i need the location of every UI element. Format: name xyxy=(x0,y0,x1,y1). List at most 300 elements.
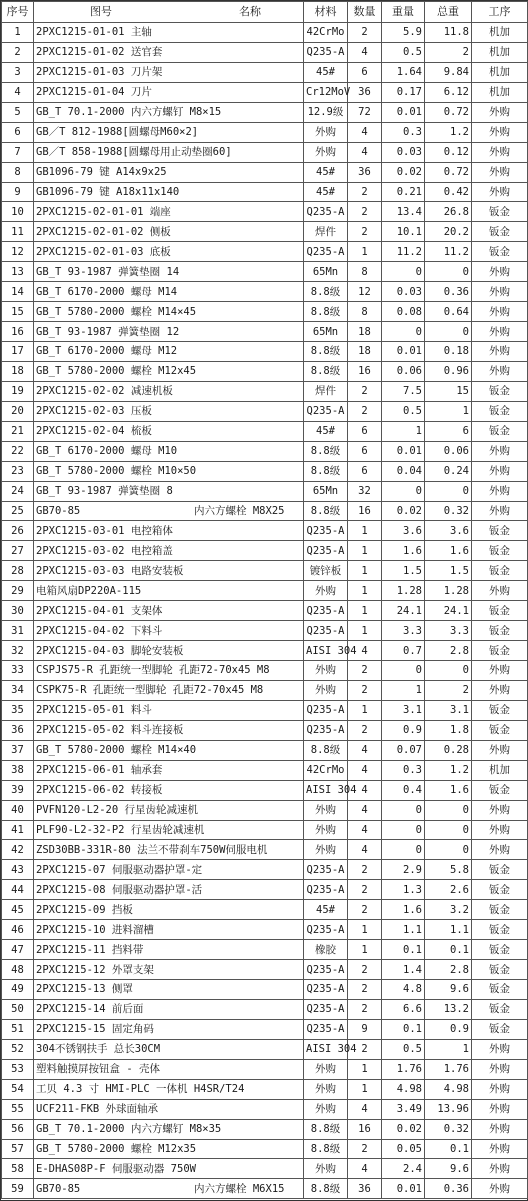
cell-qty: 2 xyxy=(348,23,382,43)
cell-description: 2PXC1215-09 挡板 xyxy=(34,900,304,920)
cell-weight: 0.3 xyxy=(382,122,425,142)
table-row xyxy=(2,481,528,501)
cell-description: 2PXC1215-04-03 脚轮安装板 xyxy=(34,641,304,661)
table-row xyxy=(2,820,528,840)
cell-no: 25 xyxy=(2,501,34,521)
cell-qty: 1 xyxy=(348,1079,382,1099)
cell-material: Q235-A xyxy=(304,401,348,421)
cell-qty: 4 xyxy=(348,740,382,760)
cell-no: 57 xyxy=(2,1139,34,1159)
cell-material: 8.8级 xyxy=(304,302,348,322)
cell-no: 12 xyxy=(2,242,34,262)
table-row xyxy=(2,501,528,521)
cell-no: 15 xyxy=(2,302,34,322)
table-row xyxy=(2,23,528,43)
table-row xyxy=(2,1079,528,1099)
cell-process: 外购 xyxy=(472,1079,528,1099)
cell-total: 2.8 xyxy=(425,641,472,661)
cell-material: Q235-A xyxy=(304,202,348,222)
table-row xyxy=(2,621,528,641)
cell-weight: 0.5 xyxy=(382,401,425,421)
cell-process: 外购 xyxy=(472,661,528,681)
cell-process: 机加 xyxy=(472,82,528,102)
cell-material: 8.8级 xyxy=(304,461,348,481)
cell-process: 外购 xyxy=(472,342,528,362)
cell-total: 1.5 xyxy=(425,561,472,581)
table-row xyxy=(2,461,528,481)
cell-process: 钣金 xyxy=(472,421,528,441)
cell-description: 2PXC1215-06-01 轴承套 xyxy=(34,760,304,780)
cell-qty: 1 xyxy=(348,521,382,541)
cell-no: 20 xyxy=(2,401,34,421)
cell-material: 65Mn xyxy=(304,262,348,282)
cell-process: 外购 xyxy=(472,501,528,521)
table-row xyxy=(2,242,528,262)
cell-weight: 0.07 xyxy=(382,740,425,760)
cell-no: 40 xyxy=(2,800,34,820)
cell-no: 48 xyxy=(2,960,34,980)
cell-weight: 3.1 xyxy=(382,700,425,720)
cell-process: 机加 xyxy=(472,760,528,780)
cell-total: 1.8 xyxy=(425,720,472,740)
cell-description: GB_T 5780-2000 螺栓 M10×50 xyxy=(34,461,304,481)
cell-total: 24.1 xyxy=(425,601,472,621)
cell-weight: 0.01 xyxy=(382,1179,425,1199)
cell-process: 外购 xyxy=(472,361,528,381)
cell-description: GB_T 93-1987 弹簧垫圈 12 xyxy=(34,322,304,342)
cell-process: 外购 xyxy=(472,1059,528,1079)
cell-total: 0.18 xyxy=(425,342,472,362)
cell-weight: 0 xyxy=(382,661,425,681)
cell-description: 2PXC1215-01-03 刀片架 xyxy=(34,62,304,82)
cell-qty: 4 xyxy=(348,760,382,780)
cell-total: 0.12 xyxy=(425,142,472,162)
cell-qty: 4 xyxy=(348,42,382,62)
table-row xyxy=(2,282,528,302)
cell-material: 12.9级 xyxy=(304,102,348,122)
cell-no: 26 xyxy=(2,521,34,541)
table-row xyxy=(2,561,528,581)
cell-description: 2PXC1215-07 伺服驱动器护罩-定 xyxy=(34,860,304,880)
header-code: 图号 xyxy=(90,5,112,18)
cell-total: 3.3 xyxy=(425,621,472,641)
cell-material: AISI 304 xyxy=(304,1039,348,1059)
cell-total: 4.98 xyxy=(425,1079,472,1099)
cell-weight: 0.04 xyxy=(382,461,425,481)
table-row xyxy=(2,342,528,362)
cell-total: 0.32 xyxy=(425,501,472,521)
cell-description: E-DHAS08P-F 伺服驱动器 750W xyxy=(34,1159,304,1179)
cell-material: 橡胶 xyxy=(304,940,348,960)
cell-total: 0.96 xyxy=(425,361,472,381)
table-row xyxy=(2,980,528,1000)
cell-no: 45 xyxy=(2,900,34,920)
cell-description: 2PXC1215-10 进料溜槽 xyxy=(34,920,304,940)
cell-total: 0 xyxy=(425,262,472,282)
cell-total: 0.1 xyxy=(425,940,472,960)
cell-total: 0.1 xyxy=(425,1139,472,1159)
cell-no: 51 xyxy=(2,1019,34,1039)
cell-qty: 18 xyxy=(348,322,382,342)
table-row xyxy=(2,222,528,242)
cell-no: 18 xyxy=(2,361,34,381)
cell-no: 13 xyxy=(2,262,34,282)
cell-process: 外购 xyxy=(472,162,528,182)
cell-material: 45# xyxy=(304,182,348,202)
cell-weight: 0.03 xyxy=(382,282,425,302)
cell-material: Q235-A xyxy=(304,980,348,1000)
cell-process: 外购 xyxy=(472,581,528,601)
cell-no: 4 xyxy=(2,82,34,102)
cell-total: 0.72 xyxy=(425,102,472,122)
cell-material: 8.8级 xyxy=(304,361,348,381)
cell-weight: 0.3 xyxy=(382,760,425,780)
cell-process: 外购 xyxy=(472,282,528,302)
header-material: 材料 xyxy=(304,2,348,23)
cell-weight: 4.98 xyxy=(382,1079,425,1099)
table-row xyxy=(2,1019,528,1039)
cell-material: 外购 xyxy=(304,840,348,860)
cell-no: 8 xyxy=(2,162,34,182)
table-row xyxy=(2,740,528,760)
cell-material: Q235-A xyxy=(304,621,348,641)
cell-description: 2PXC1215-02-04 梳板 xyxy=(34,421,304,441)
cell-qty: 2 xyxy=(348,222,382,242)
table-row xyxy=(2,541,528,561)
cell-description: 2PXC1215-02-03 压板 xyxy=(34,401,304,421)
table-row xyxy=(2,42,528,62)
cell-no: 30 xyxy=(2,601,34,621)
header-qty: 数量 xyxy=(348,2,382,23)
cell-material: Q235-A xyxy=(304,42,348,62)
cell-material: 45# xyxy=(304,162,348,182)
cell-material: Q235-A xyxy=(304,521,348,541)
cell-qty: 36 xyxy=(348,1179,382,1199)
cell-no: 44 xyxy=(2,880,34,900)
cell-total: 1.2 xyxy=(425,760,472,780)
table-row xyxy=(2,720,528,740)
cell-description: GB_T 5780-2000 螺栓 M12x35 xyxy=(34,1139,304,1159)
table-row xyxy=(2,661,528,681)
cell-description: 2PXC1215-11 挡料带 xyxy=(34,940,304,960)
cell-total: 11.2 xyxy=(425,242,472,262)
cell-material: Q235-A xyxy=(304,1019,348,1039)
cell-weight: 24.1 xyxy=(382,601,425,621)
cell-process: 钣金 xyxy=(472,860,528,880)
cell-weight: 0 xyxy=(382,800,425,820)
cell-total: 0.9 xyxy=(425,1019,472,1039)
cell-process: 外购 xyxy=(472,322,528,342)
cell-material: 外购 xyxy=(304,1159,348,1179)
cell-no: 7 xyxy=(2,142,34,162)
cell-total: 1.1 xyxy=(425,920,472,940)
table-row xyxy=(2,1099,528,1119)
cell-process: 外购 xyxy=(472,840,528,860)
cell-process: 外购 xyxy=(472,800,528,820)
cell-total: 5.8 xyxy=(425,860,472,880)
cell-description: CSPK75-R 孔距统一型脚轮 孔距72-70x45 M8 xyxy=(34,680,304,700)
cell-process: 机加 xyxy=(472,23,528,43)
cell-no: 10 xyxy=(2,202,34,222)
cell-qty: 1 xyxy=(348,541,382,561)
cell-weight: 0 xyxy=(382,322,425,342)
cell-material: 外购 xyxy=(304,1059,348,1079)
cell-no: 9 xyxy=(2,182,34,202)
table-row xyxy=(2,262,528,282)
cell-weight: 1.64 xyxy=(382,62,425,82)
cell-description: GB_T 5780-2000 螺栓 M12x45 xyxy=(34,361,304,381)
cell-weight: 1.1 xyxy=(382,920,425,940)
cell-qty: 4 xyxy=(348,142,382,162)
cell-description: PLF90-L2-32-P2 行星齿轮减速机 xyxy=(34,820,304,840)
cell-qty: 2 xyxy=(348,960,382,980)
cell-material: 镀锌板 xyxy=(304,561,348,581)
cell-no: 32 xyxy=(2,641,34,661)
cell-weight: 0 xyxy=(382,262,425,282)
cell-description: 2PXC1215-03-01 电控箱体 xyxy=(34,521,304,541)
cell-description: 2PXC1215-12 外罩支架 xyxy=(34,960,304,980)
cell-no: 31 xyxy=(2,621,34,641)
cell-qty: 2 xyxy=(348,661,382,681)
cell-no: 23 xyxy=(2,461,34,481)
cell-no: 38 xyxy=(2,760,34,780)
table-row xyxy=(2,641,528,661)
cell-qty: 8 xyxy=(348,262,382,282)
cell-process: 外购 xyxy=(472,1179,528,1199)
cell-weight: 0.02 xyxy=(382,1119,425,1139)
cell-total: 9.84 xyxy=(425,62,472,82)
cell-qty: 4 xyxy=(348,820,382,840)
header-process: 工序 xyxy=(472,2,528,23)
cell-no: 29 xyxy=(2,581,34,601)
cell-total: 0.24 xyxy=(425,461,472,481)
cell-qty: 4 xyxy=(348,800,382,820)
cell-total: 6.12 xyxy=(425,82,472,102)
cell-no: 47 xyxy=(2,940,34,960)
cell-description: ZSD30BB-331R-80 法兰不带刹车750W伺服电机 xyxy=(34,840,304,860)
cell-material: 焊件 xyxy=(304,381,348,401)
cell-process: 钣金 xyxy=(472,940,528,960)
cell-description: 2PXC1215-08 伺服驱动器护罩-活 xyxy=(34,880,304,900)
cell-weight: 0.03 xyxy=(382,142,425,162)
cell-weight: 0.9 xyxy=(382,720,425,740)
cell-weight: 0.06 xyxy=(382,361,425,381)
table-row xyxy=(2,601,528,621)
cell-description: 2PXC1215-14 前后面 xyxy=(34,999,304,1019)
cell-total: 9.6 xyxy=(425,1159,472,1179)
cell-material: 外购 xyxy=(304,1099,348,1119)
cell-description: 2PXC1215-02-01-03 底板 xyxy=(34,242,304,262)
cell-process: 钣金 xyxy=(472,980,528,1000)
cell-description: 2PXC1215-01-01 主轴 xyxy=(34,23,304,43)
cell-material: Q235-A xyxy=(304,720,348,740)
cell-no: 36 xyxy=(2,720,34,740)
cell-process: 钣金 xyxy=(472,621,528,641)
cell-qty: 36 xyxy=(348,162,382,182)
cell-weight: 1.28 xyxy=(382,581,425,601)
cell-no: 49 xyxy=(2,980,34,1000)
cell-total: 11.8 xyxy=(425,23,472,43)
header-row xyxy=(2,2,528,23)
cell-material: Q235-A xyxy=(304,960,348,980)
cell-process: 外购 xyxy=(472,262,528,282)
table-row xyxy=(2,302,528,322)
cell-total: 1.2 xyxy=(425,122,472,142)
table-row xyxy=(2,760,528,780)
table-row xyxy=(2,1059,528,1079)
cell-qty: 2 xyxy=(348,182,382,202)
cell-total: 2 xyxy=(425,42,472,62)
cell-process: 外购 xyxy=(472,182,528,202)
cell-total: 1.28 xyxy=(425,581,472,601)
cell-weight: 3.3 xyxy=(382,621,425,641)
table-row xyxy=(2,860,528,880)
cell-process: 钣金 xyxy=(472,720,528,740)
cell-weight: 3.6 xyxy=(382,521,425,541)
cell-process: 外购 xyxy=(472,142,528,162)
table-row xyxy=(2,920,528,940)
cell-weight: 11.2 xyxy=(382,242,425,262)
cell-weight: 0.01 xyxy=(382,441,425,461)
cell-no: 22 xyxy=(2,441,34,461)
table-row xyxy=(2,940,528,960)
cell-total: 0.32 xyxy=(425,1119,472,1139)
cell-no: 59 xyxy=(2,1179,34,1199)
cell-total: 0.36 xyxy=(425,1179,472,1199)
cell-weight: 0.1 xyxy=(382,940,425,960)
cell-description: PVFN120-L2-20 行星齿轮减速机 xyxy=(34,800,304,820)
cell-weight: 0.05 xyxy=(382,1139,425,1159)
cell-total: 3.6 xyxy=(425,521,472,541)
cell-material: 8.8级 xyxy=(304,1139,348,1159)
cell-qty: 6 xyxy=(348,441,382,461)
cell-material: Q235-A xyxy=(304,242,348,262)
cell-no: 14 xyxy=(2,282,34,302)
cell-qty: 1 xyxy=(348,1059,382,1079)
cell-qty: 4 xyxy=(348,840,382,860)
cell-material: Q235-A xyxy=(304,920,348,940)
cell-process: 外购 xyxy=(472,302,528,322)
cell-weight: 5.9 xyxy=(382,23,425,43)
cell-total: 2.6 xyxy=(425,880,472,900)
cell-process: 外购 xyxy=(472,481,528,501)
cell-total: 6 xyxy=(425,421,472,441)
cell-total: 9.6 xyxy=(425,980,472,1000)
cell-description: GB1096-79 键 A18x11x140 xyxy=(34,182,304,202)
header-no: 序号 xyxy=(2,2,34,23)
cell-material: 65Mn xyxy=(304,322,348,342)
cell-process: 钣金 xyxy=(472,561,528,581)
cell-qty: 2 xyxy=(348,999,382,1019)
cell-material: 42CrMo xyxy=(304,23,348,43)
cell-total: 0.42 xyxy=(425,182,472,202)
cell-weight: 6.6 xyxy=(382,999,425,1019)
cell-total: 1 xyxy=(425,401,472,421)
header-code-name xyxy=(34,2,304,23)
table-row xyxy=(2,800,528,820)
table-row xyxy=(2,780,528,800)
cell-total: 1 xyxy=(425,1039,472,1059)
cell-no: 52 xyxy=(2,1039,34,1059)
cell-qty: 72 xyxy=(348,102,382,122)
cell-qty: 1 xyxy=(348,561,382,581)
header-name: 名称 xyxy=(239,5,261,18)
cell-material: 45# xyxy=(304,421,348,441)
cell-material: Cr12MoV xyxy=(304,82,348,102)
cell-weight: 1.4 xyxy=(382,960,425,980)
cell-qty: 8 xyxy=(348,302,382,322)
cell-qty: 2 xyxy=(348,720,382,740)
cell-process: 钣金 xyxy=(472,202,528,222)
cell-process: 外购 xyxy=(472,1039,528,1059)
cell-weight: 0.21 xyxy=(382,182,425,202)
cell-description: GB_T 5780-2000 螺栓 M14×45 xyxy=(34,302,304,322)
cell-total: 0.64 xyxy=(425,302,472,322)
cell-process: 钣金 xyxy=(472,641,528,661)
cell-weight: 1.6 xyxy=(382,541,425,561)
cell-qty: 4 xyxy=(348,1159,382,1179)
table-row xyxy=(2,381,528,401)
cell-qty: 2 xyxy=(348,980,382,1000)
cell-total: 2.8 xyxy=(425,960,472,980)
cell-total: 1.6 xyxy=(425,780,472,800)
cell-description: GB70-85 内六方螺栓 M6X15 xyxy=(34,1179,304,1199)
cell-qty: 6 xyxy=(348,62,382,82)
cell-no: 24 xyxy=(2,481,34,501)
cell-weight: 0.7 xyxy=(382,641,425,661)
cell-material: 45# xyxy=(304,62,348,82)
cell-process: 钣金 xyxy=(472,222,528,242)
cell-process: 机加 xyxy=(472,62,528,82)
cell-description: 2PXC1215-03-03 电路安装板 xyxy=(34,561,304,581)
cell-material: 外购 xyxy=(304,680,348,700)
cell-material: 45# xyxy=(304,900,348,920)
cell-qty: 6 xyxy=(348,421,382,441)
cell-no: 11 xyxy=(2,222,34,242)
header-weight: 重量 xyxy=(382,2,425,23)
cell-process: 外购 xyxy=(472,102,528,122)
cell-material: Q235-A xyxy=(304,601,348,621)
cell-total: 20.2 xyxy=(425,222,472,242)
cell-total: 2 xyxy=(425,680,472,700)
cell-description: 2PXC1215-04-01 支架体 xyxy=(34,601,304,621)
table-row xyxy=(2,521,528,541)
table-row xyxy=(2,421,528,441)
table-row xyxy=(2,162,528,182)
cell-process: 外购 xyxy=(472,820,528,840)
cell-description: GB／T 858-1988[圆螺母用止动垫圈60] xyxy=(34,142,304,162)
cell-process: 外购 xyxy=(472,1099,528,1119)
cell-description: GB_T 6170-2000 螺母 M14 xyxy=(34,282,304,302)
cell-qty: 4 xyxy=(348,1099,382,1119)
cell-weight: 2.4 xyxy=(382,1159,425,1179)
table-row xyxy=(2,361,528,381)
cell-material: Q235-A xyxy=(304,880,348,900)
cell-material: 65Mn xyxy=(304,481,348,501)
cell-weight: 1 xyxy=(382,421,425,441)
cell-no: 35 xyxy=(2,700,34,720)
cell-process: 外购 xyxy=(472,680,528,700)
cell-material: 8.8级 xyxy=(304,342,348,362)
cell-qty: 4 xyxy=(348,641,382,661)
table-row xyxy=(2,900,528,920)
cell-qty: 12 xyxy=(348,282,382,302)
cell-qty: 2 xyxy=(348,860,382,880)
table-row xyxy=(2,322,528,342)
cell-material: 外购 xyxy=(304,661,348,681)
cell-process: 钣金 xyxy=(472,242,528,262)
cell-total: 0 xyxy=(425,322,472,342)
